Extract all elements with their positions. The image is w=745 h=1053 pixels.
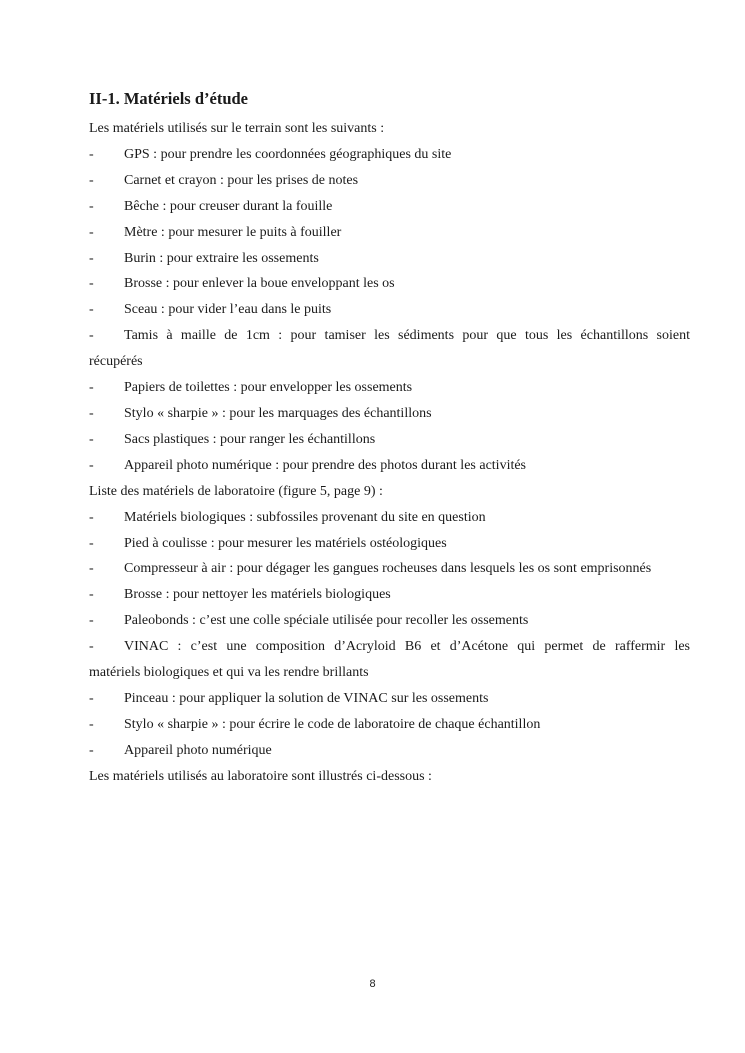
bullet-dash: - xyxy=(89,716,94,732)
document-body xyxy=(89,116,690,790)
list-item-text: Bêche : pour creuser durant la fouille xyxy=(124,198,333,214)
list-item-first-line xyxy=(89,634,690,660)
list-item-text: Pinceau : pour appliquer la solution de VINAC sur les ossements xyxy=(124,690,489,706)
list-item xyxy=(89,401,690,427)
list-item-text: Compresseur à air : pour dégager les gangues rocheuses dans lesquels les os sont emprisonnés xyxy=(124,561,652,577)
list-item-text: Sceau : pour vider l’eau dans le puits xyxy=(124,302,332,318)
bullet-dash: - xyxy=(89,276,94,292)
list-item xyxy=(89,556,690,582)
list-item-first-line xyxy=(89,323,690,349)
list-item-text: Appareil photo numérique xyxy=(124,742,272,758)
list-item-text: Carnet et crayon : pour les prises de notes xyxy=(124,172,359,188)
bullet-dash: - xyxy=(89,431,94,447)
list-item xyxy=(89,220,690,246)
list-item-text: Paleobonds : c’est une colle spéciale utilisée pour recoller les ossements xyxy=(124,613,529,629)
bullet-dash: - xyxy=(89,639,94,655)
bullet-dash: - xyxy=(89,250,94,266)
intro-labo-paragraph: Liste des matériels de laboratoire (figure 5, page 9) : xyxy=(89,483,383,499)
list-item-continuation: récupérés xyxy=(89,354,143,370)
bullet-dash: - xyxy=(89,328,94,344)
bullet-dash: - xyxy=(89,457,94,473)
list-item-text: Brosse : pour enlever la boue enveloppant les os xyxy=(124,276,395,292)
list-item xyxy=(89,297,690,323)
list-item-text: Tamis à maille de 1cm : pour tamiser les sédiments pour que tous les échantillons soient xyxy=(124,328,690,344)
list-item-text: Burin : pour extraire les ossements xyxy=(124,250,319,266)
closing-paragraph: Les matériels utilisés au laboratoire sont illustrés ci-dessous : xyxy=(89,768,432,784)
list-item xyxy=(89,271,690,297)
bullet-dash: - xyxy=(89,172,94,188)
bullet-dash: - xyxy=(89,302,94,318)
list-item xyxy=(89,531,690,557)
bullet-dash: - xyxy=(89,613,94,629)
bullet-dash: - xyxy=(89,509,94,525)
list-item xyxy=(89,453,690,479)
list-item-text: Stylo « sharpie » : pour les marquages des échantillons xyxy=(124,405,432,421)
list-item xyxy=(89,427,690,453)
list-item-text: GPS : pour prendre les coordonnées géographiques du site xyxy=(124,146,452,162)
list-item-continuation: matériels biologiques et qui va les rendre brillants xyxy=(89,665,369,681)
bullet-dash: - xyxy=(89,198,94,214)
list-item xyxy=(89,375,690,401)
list-item xyxy=(89,142,690,168)
page-number: 8 xyxy=(369,978,376,990)
list-item xyxy=(89,608,690,634)
section-heading: II-1. Matériels d’étude xyxy=(89,89,249,108)
list-item xyxy=(89,738,690,764)
list-item-text: Stylo « sharpie » : pour écrire le code de laboratoire de chaque échantillon xyxy=(124,716,541,732)
bullet-dash: - xyxy=(89,587,94,603)
bullet-dash: - xyxy=(89,535,94,551)
list-item-text: Appareil photo numérique : pour prendre des photos durant les activités xyxy=(124,457,527,473)
list-item-text: Mètre : pour mesurer le puits à fouiller xyxy=(124,224,342,240)
list-item xyxy=(89,686,690,712)
list-item-tamis xyxy=(89,323,690,375)
list-item-vinac xyxy=(89,634,690,686)
list-item-text: Brosse : pour nettoyer les matériels biologiques xyxy=(124,587,391,603)
bullet-dash: - xyxy=(89,690,94,706)
list-item-text: Matériels biologiques : subfossiles provenant du site en question xyxy=(124,509,486,525)
list-item-text: Papiers de toilettes : pour envelopper les ossements xyxy=(124,380,413,396)
list-item xyxy=(89,505,690,531)
bullet-dash: - xyxy=(89,224,94,240)
list-item-text: Pied à coulisse : pour mesurer les matériels ostéologiques xyxy=(124,535,447,551)
list-item-text: Sacs plastiques : pour ranger les échantillons xyxy=(124,431,376,447)
list-item-text: VINAC : c’est une composition d’Acryloid B6 et d’Acétone qui permet de raffermir les xyxy=(124,639,690,655)
bullet-dash: - xyxy=(89,561,94,577)
intro-terrain-paragraph: Les matériels utilisés sur le terrain sont les suivants : xyxy=(89,121,385,136)
bullet-dash: - xyxy=(89,742,94,758)
list-item xyxy=(89,712,690,738)
bullet-dash: - xyxy=(89,146,94,162)
list-item xyxy=(89,246,690,272)
bullet-dash: - xyxy=(89,380,94,396)
bullet-dash: - xyxy=(89,405,94,421)
list-item xyxy=(89,194,690,220)
list-item xyxy=(89,582,690,608)
list-item xyxy=(89,168,690,194)
